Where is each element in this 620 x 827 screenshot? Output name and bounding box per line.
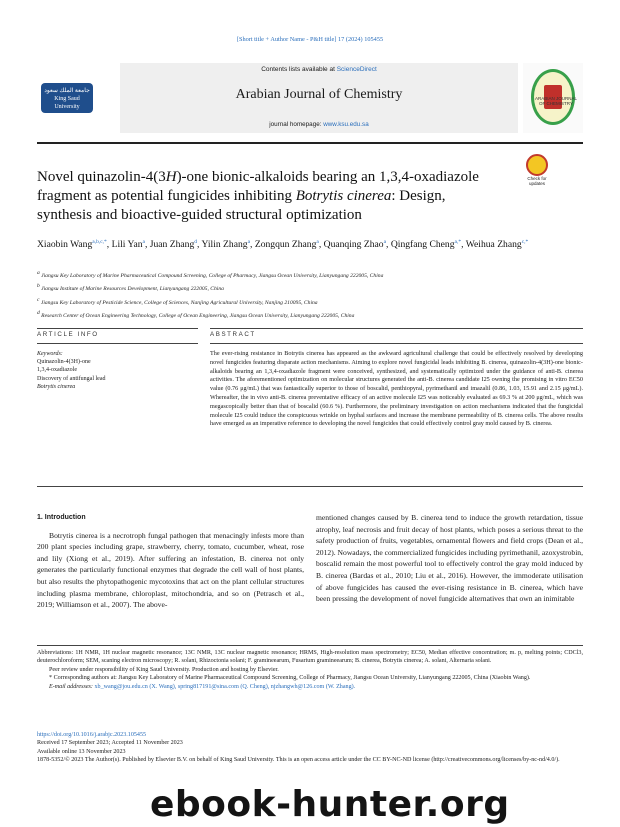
affiliation-text: Jiangsu Institute of Marine Resources Development, Lianyungang 222005, China — [39, 286, 224, 293]
journal-title: Arabian Journal of Chemistry — [235, 87, 403, 102]
author-name[interactable]: Qingfang Cheng — [390, 239, 455, 251]
article-info-rule — [37, 328, 198, 329]
journal-masthead — [120, 63, 518, 133]
cover-emblem — [531, 69, 575, 125]
author-affil-marker[interactable]: a — [142, 239, 145, 245]
author-name[interactable]: Xiaobin Wang — [37, 239, 93, 251]
email-links[interactable]: xb_wang@jou.edu.cn (X. Wang), spring817191@sina.com (Q. Cheng), njzhangwh@126.com (W. Zhang). — [94, 683, 356, 690]
author-affil-marker[interactable]: d — [194, 239, 198, 245]
author-name[interactable]: Lili Yan — [111, 239, 143, 251]
keyword-item: Quinazolin-4(3H)-one — [37, 359, 91, 366]
keywords-label: Keywords: — [37, 351, 63, 357]
author-name[interactable]: Yilin Zhang — [201, 239, 248, 251]
author-name[interactable]: Juan Zhang — [149, 239, 195, 251]
check-updates-label: Check for updates — [527, 176, 547, 186]
ksu-logo — [37, 81, 113, 117]
watermark: ebook-hunter.org — [150, 784, 510, 825]
affiliations — [37, 268, 577, 321]
header-divider — [37, 142, 583, 144]
affiliation-text: Jiangsu Key Laboratory of Pesticide Science, College of Sciences, Nanjing Agricultural University, Nanjing 210095, China — [39, 299, 318, 306]
homepage-link[interactable]: www.ksu.edu.sa — [323, 121, 369, 128]
cover-label: ARABIAN JOURNAL OF CHEMISTRY — [534, 96, 577, 106]
journal-homepage: journal homepage: www.ksu.edu.sa — [269, 121, 369, 128]
abstract-rule — [210, 328, 583, 329]
keywords-rule — [37, 343, 198, 344]
journal-cover-thumbnail — [523, 63, 583, 133]
intro-right-text: mentioned changes caused by B. cinerea tend to induce the growth retardation, tissue atrophy, leaf necrosis and fruit decay of host plants, which poses a serious threat to the safety production of fruits, vegetables, ornamental flowers and field crops (Dean et al., 2012). Nowadays, the commercialized fungicides including pyrimethanil, azoxystrobin, boscalid remain the most powerful tool to effectively control the gray mold induced by B. cinerea (Bardas et al., 2010; Liu et al., 2016). However, the immoderate utilisation of above fungicides has caused the ever-rising resistance in B. cinerea, which have been pressing the development of novel fungicide alternatives that own an inimitable — [316, 513, 583, 604]
author-name[interactable]: Zongqun Zhang — [254, 239, 317, 251]
keyword-item: Discovery of antifungal lead — [37, 375, 106, 382]
author-affil-marker[interactable]: a — [316, 239, 319, 245]
author-affil-marker[interactable]: a — [247, 239, 251, 245]
article-info-heading: ARTICLE INFO — [37, 331, 99, 338]
affiliation-text: Jiangsu Key Laboratory of Marine Pharmaceutical Compound Screening, College of Pharmacy, Jiangsu Ocean University, Lianyungang 222005, China — [39, 272, 384, 279]
email-note: E-mail addresses: xb_wang@jou.edu.cn (X. Wang), spring817191@sina.com (Q. Cheng), njzhangwh@126.com (W. Zhang). — [49, 683, 356, 690]
footnote-rule — [37, 645, 583, 646]
peer-review-note: Peer review under responsibility of King Saud University. Production and hosting by Elsevier. — [49, 666, 279, 673]
author-list: Xiaobin Wang$^{a,b,c,*}$, Lili Yan$^a$, Juan Zhang$^d$, Yilin Zhang$^a$, Zongqun Zhang$^a$, Quanqing Zhao$^a$, Qingfang Cheng$^{a,*}$, Weihua Zhang$^{c,*}$ — [37, 239, 529, 251]
keyword-item: 1,3,4-oxadiazole — [37, 367, 77, 374]
check-for-updates-button[interactable] — [523, 154, 551, 188]
affiliation-line — [37, 295, 577, 308]
intro-left-text: Botrytis cinerea is a necrotroph fungal pathogen that menacingly infests more than 200 plant species including grape, strawberry, cherry, tomato, cucumber, wheat, rose and lily (Xiong et al., 2019). After suffering an infestation, B. cinerea not only generates the particularly functional enzymes that degrade the cell wall of host plants, but also results the phytopathogenic mycotoxins that act on the plant cellular structures including plasma membrane, chloroplast, mitochondria, and so on (Petrasch et al., 2019; Williamson et al., 2007). The above- — [37, 530, 304, 610]
affiliation-line — [37, 268, 577, 281]
intro-right-column — [316, 512, 583, 605]
journal-header — [37, 63, 583, 133]
article-title: Novel quinazolin-4(3H)-one bionic-alkaloids bearing an 1,3,4-oxadiazole fragment as potential fungicides inhibiting Botrytis cinerea: Design, synthesis and bioactive-guided structural optimization — [37, 169, 479, 223]
running-header: [Short title + Author Name - P&H title] 17 (2024) 105455 — [236, 36, 384, 43]
check-updates-icon — [526, 154, 548, 176]
abstract-bottom-rule — [37, 486, 583, 487]
affiliation-key: b — [37, 283, 40, 290]
affiliation-line — [37, 308, 577, 321]
author-affil-marker[interactable]: a,* — [454, 239, 462, 245]
affiliation-line — [37, 281, 577, 294]
affiliation-key: a — [37, 270, 40, 276]
sciencedirect-link[interactable]: ScienceDirect — [336, 66, 377, 73]
ksu-logo-badge: جامعة الملك سعود King Saud University — [41, 83, 93, 113]
author-name[interactable]: Quanqing Zhao — [323, 239, 384, 251]
license-text: 1878-5352/© 2023 The Author(s). Published by Elsevier B.V. on behalf of King Saud University. This is an open access article under the CC BY-NC-ND license (http://creativecommons.org/licenses/by-nc-nd/4.0/). — [37, 756, 560, 763]
author-affil-marker[interactable]: a — [383, 239, 387, 245]
keywords-block — [37, 350, 187, 391]
corresponding-note: * Corresponding authors at: Jiangsu Key Laboratory of Marine Pharmaceutical Compound Screening, College of Pharmacy, Jiangsu Ocean University, Lianyungang 222005, China (Xiaobin Wang). — [49, 675, 531, 682]
abstract-top-rule — [210, 343, 583, 344]
received-dates: Received 17 September 2023; Accepted 11 November 2023 — [37, 740, 183, 747]
intro-left-column — [37, 512, 304, 611]
footnotes — [37, 649, 583, 691]
author-affil-marker[interactable]: a,b,c,* — [92, 239, 107, 245]
abbreviations-note: Abbreviations: 1H NMR, 1H nuclear magnetic resonance; 13C NMR, 13C nuclear magnetic resonance; HRMS, High-resolution mass spectrometry; EC50, Median effective concentration; m. p, melting points; CDCl3, deuterochloroform; SEM, scaning electron microscopy; R. solani, Rhizoctonia solani; F. gramineearum, Fusarium gramineearum; B. cinerea, Botrytis cinerea; A. solani, Alternaria solani. — [37, 650, 583, 665]
affiliation-key: c — [37, 296, 40, 303]
publication-info — [37, 731, 583, 764]
affiliation-key: d — [37, 309, 40, 316]
online-date: Available online 13 November 2023 — [37, 748, 126, 755]
author-name[interactable]: Weihua Zhang — [465, 239, 522, 251]
abstract-heading: ABSTRACT — [210, 331, 256, 338]
doi-link[interactable]: https://doi.org/10.1016/j.arabjc.2023.105455 — [37, 732, 147, 738]
intro-heading: 1. Introduction — [37, 514, 86, 521]
abstract-text: The ever-rising resistance in Botrytis cinerea has appeared as the awkward agricultural challenge that could be effectively resolved by developing novel fungicides featuring disparate action mechanisms. Aiming to explore novel fungicidal leads inhibiting B. cinerea, quinazolin-4(3H)-one bionic-alkaloids bearing an 1,3,4-oxadiazole fragment were conceived, synthesized, and systematically optimized under the guidance of anti-B. cinerea activities. The aforementioned optimization on molecular structures generated the anti-B. cinerea candidate I25 owning the promising in vitro EC50 value (0.76 μg/mL) that was fantastically superior to those of boscalid, penthiopyral, pyrimethanil and imazalil (0.86, 1.03, 15.91 and 2.15 μg/mL). Whereafter, the in vivo anti-B. cinerea preventative efficacy of an active molecule I25 was noticeably evaluated as 69.3 % at 200 μg/mL, which was megascopically better than that of boscalid (60.6 %). Furthermore, the preliminary investigation on action mechanisms indicated that the fungicidal molecule I25 could induce the conspicuous wrinkle on hyphal surfaces and increase the membrane permeability of B. cinerea cells. The above results have emerged as an imperative reference to developing the novel fungicides that could effectively control gray mold caused by B. cinerea. — [210, 350, 583, 428]
contents-line: Contents lists available at ScienceDirect — [261, 66, 377, 73]
author-affil-marker[interactable]: c,* — [521, 239, 529, 245]
keyword-item: Botrytis cinerea — [37, 383, 76, 390]
affiliation-text: Research Center of Ocean Engineering Technology, College of Ocean Engineering, Jiangsu Ocean University, Lianyungang 222005, China — [39, 312, 355, 319]
